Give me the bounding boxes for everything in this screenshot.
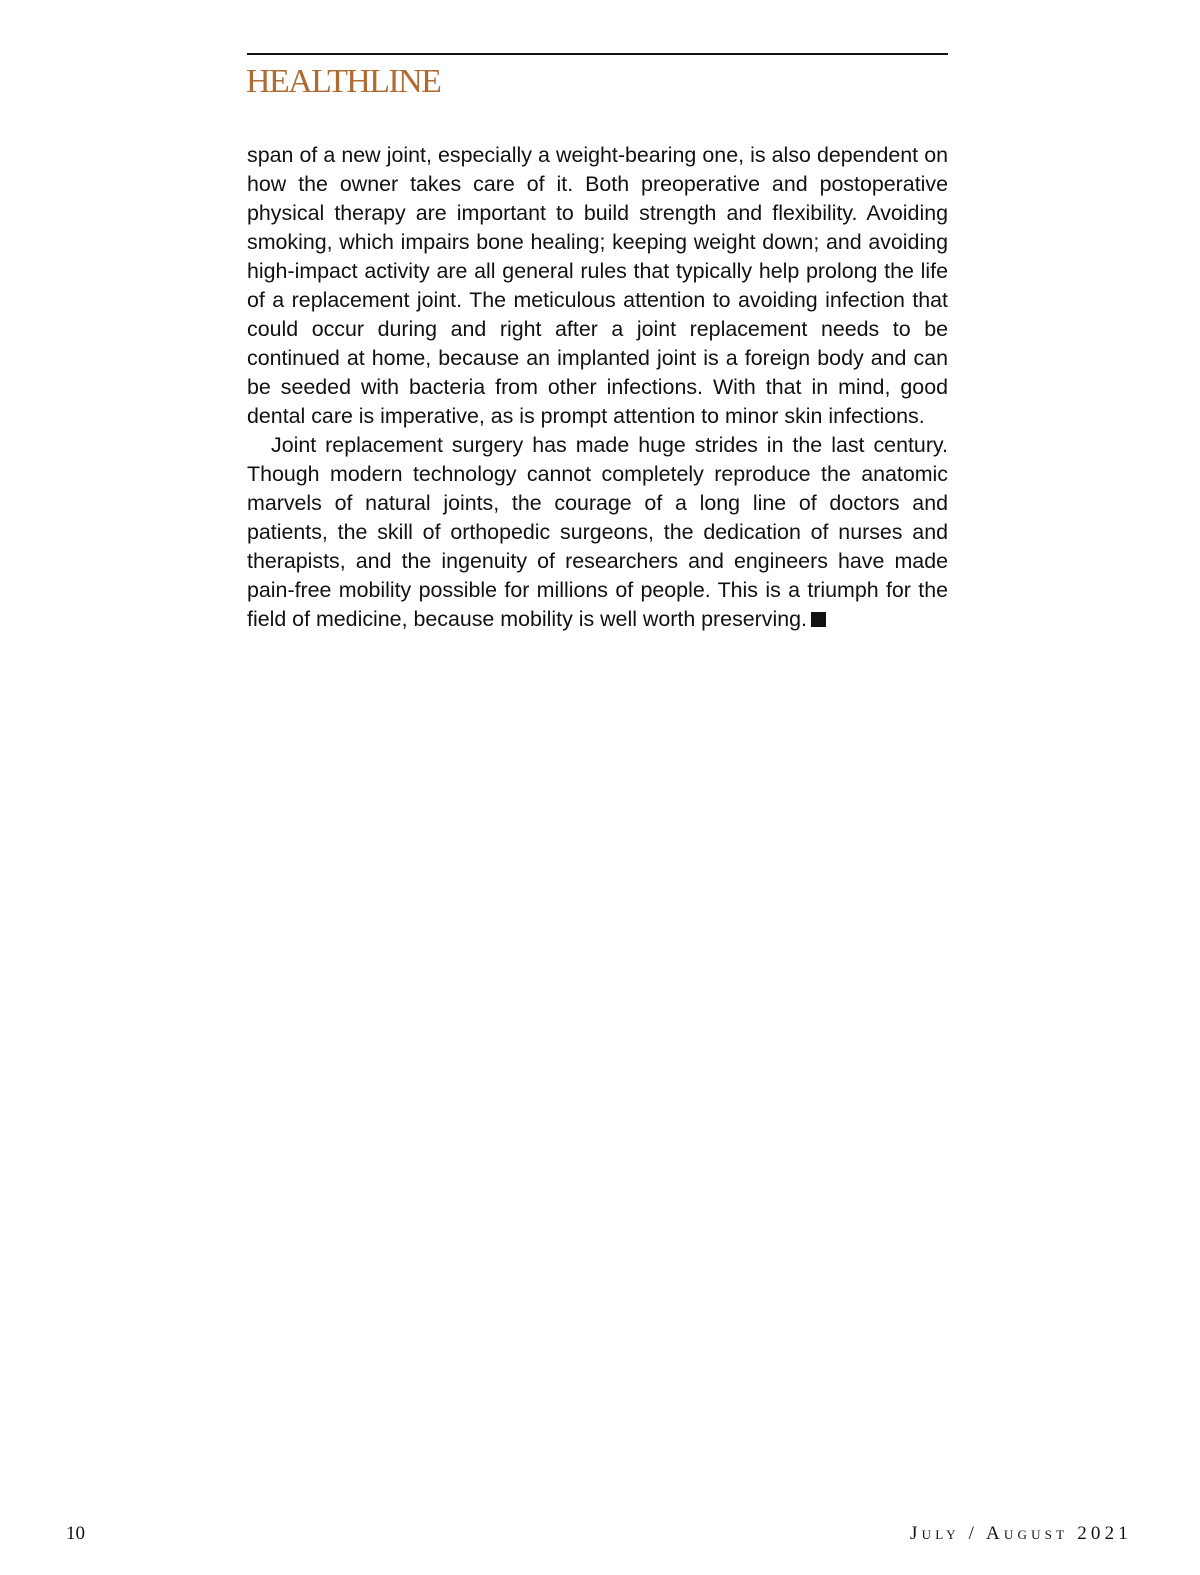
article-body: [247, 141, 948, 634]
paragraph-text: span of a new joint, especially a weight-bearing one, is also dependent on how the owner takes care of it. Both preoperative and postoperative physical therapy are important to build strength and flexibility. Avoiding smoking, which impairs bone healing; keeping weight down; and avoiding high-impact activity are all general rules that typically help prolong the life of a replacement joint. The meticulous attention to avoiding infection that could occur during and right after a joint replacement needs to be continued at home, because an implanted joint is a foreign body and can be seeded with bacteria from other infections. With that in mind, good dental care is imperative, as is prompt attention to minor skin infections.: [247, 143, 948, 428]
section-title: HEALTHLINE: [246, 63, 441, 100]
article-paragraph: [247, 431, 948, 634]
header-rule: [247, 53, 948, 55]
article-paragraph: [247, 141, 948, 431]
issue-date: July / August 2021: [910, 1523, 1132, 1544]
page-number: 10: [66, 1523, 85, 1544]
end-mark-icon: [811, 612, 826, 627]
paragraph-text: Joint replacement surgery has made huge strides in the last century. Though modern technology cannot completely reproduce the anatomic marvels of natural joints, the courage of a long line of doctors and patients, the skill of orthopedic surgeons, the dedication of nurses and therapists, and the ingenuity of researchers and engineers have made pain-free mobility possible for millions of people. This is a triumph for the field of medicine, because mobility is well worth preserving.: [247, 433, 948, 631]
